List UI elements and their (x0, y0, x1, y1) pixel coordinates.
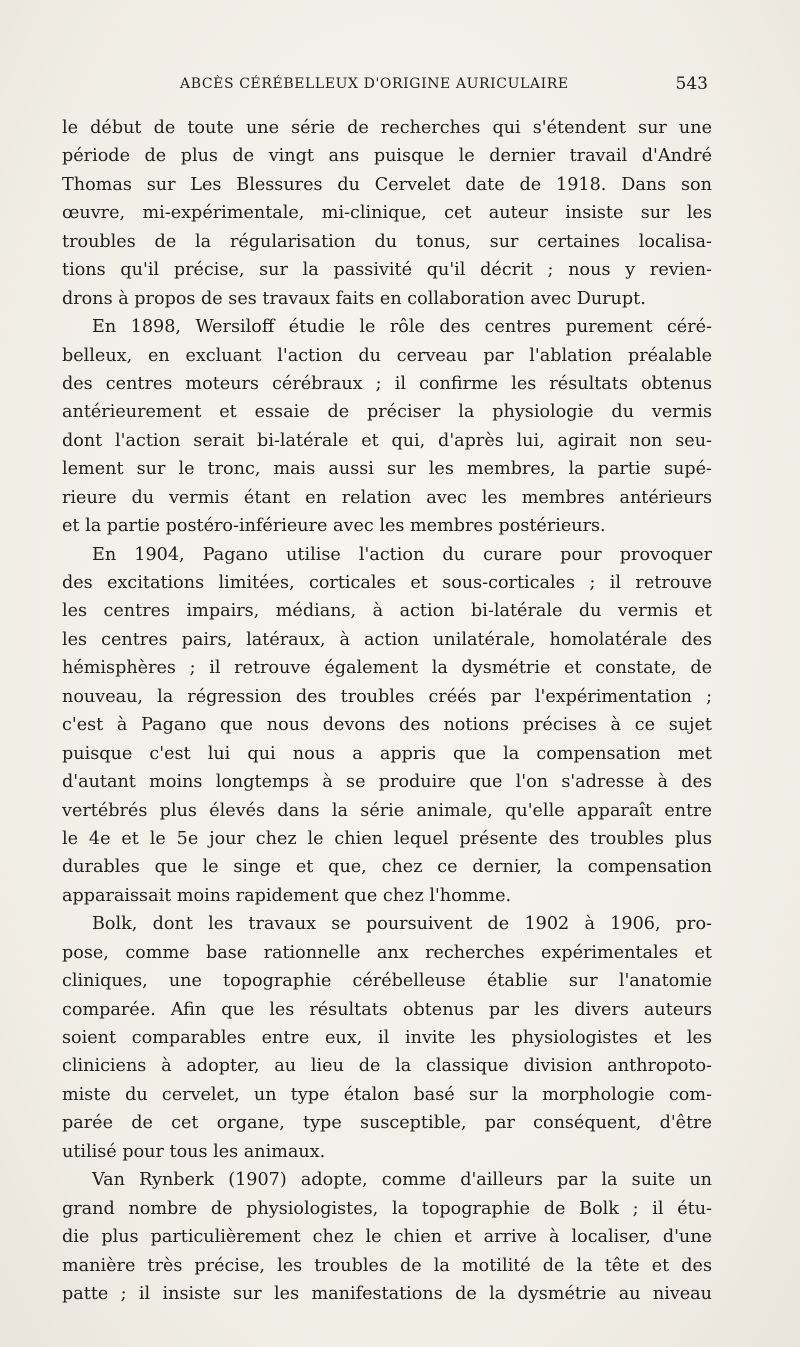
text-line: drons à propos de ses travaux faits en collaboration avec Durupt. (62, 288, 646, 309)
text-line: comparée. Afin que les résultats obtenus par les divers auteurs (62, 999, 712, 1020)
text-line: troubles de la régularisation du tonus, sur certaines localisa- (62, 231, 712, 252)
text-line: soient comparables entre eux, il invite les physiologistes et les (62, 1028, 712, 1048)
text-line: Bolk, dont les travaux se poursuivent de 1902 à 1906, pro- (92, 914, 712, 935)
text-line: des excitations limitées, corticales et sous-corticales ; il retrouve (62, 573, 712, 593)
text-line: des centres moteurs cérébraux ; il confirme les résultats obtenus (62, 373, 712, 394)
text-line: puisque c'est lui qui nous a appris que la compensation met (62, 743, 712, 764)
text-line: apparaissait moins rapidement que chez l'homme. (62, 885, 512, 906)
text-line: le 4e et le 5e jour chez le chien lequel présente des troubles plus (62, 828, 712, 849)
text-line: cliniques, une topographie cérébelleuse établie sur l'anatomie (62, 971, 712, 992)
text-line: le début de toute une série de recherches qui s'étendent sur une (62, 118, 712, 138)
text-line: vertébrés plus élevés dans la série animale, qu'elle apparaît entre (62, 800, 712, 821)
text-line: grand nombre de physiologistes, la topographie de Bolk ; il étu- (62, 1198, 712, 1219)
text-line: rieure du vermis étant en relation avec les membres antérieurs (62, 487, 712, 508)
text-line: les centres pairs, latéraux, à action unilatérale, homolatérale des (62, 629, 712, 650)
text-line: dont l'action serait bi-latérale et qui, d'après lui, agirait non seu- (62, 430, 712, 451)
text-line: œuvre, mi-expérimentale, mi-clinique, cet auteur insiste sur les (62, 203, 712, 224)
text-line: d'autant moins longtemps à se produire que l'on s'adresse à des (62, 772, 712, 793)
text-line: miste du cervelet, un type étalon basé sur la morphologie com- (62, 1084, 712, 1105)
page-header (62, 76, 712, 100)
text-line: période de plus de vingt ans puisque le dernier travail d'André (62, 146, 712, 167)
text-line: hémisphères ; il retrouve également la dysmétrie et constate, de (62, 658, 712, 679)
text-line: En 1904, Pagano utilise l'action du curare pour provoquer (92, 544, 712, 565)
text-line: utilisé pour tous les animaux. (62, 1141, 326, 1162)
text-line: les centres impairs, médians, à action bi-latérale du vermis et (62, 601, 712, 622)
text-line: patte ; il insiste sur les manifestations de la dysmétrie au niveau (62, 1283, 712, 1304)
text-line: Thomas sur Les Blessures du Cervelet date de 1918. Dans son (62, 174, 712, 195)
text-line: parée de cet organe, type susceptible, par conséquent, d'être (62, 1113, 712, 1134)
text-line: c'est à Pagano que nous devons des notions précises à ce sujet (62, 715, 712, 736)
text-line: lement sur le tronc, mais aussi sur les membres, la partie supé- (62, 459, 712, 480)
text-line: antérieurement et essaie de préciser la physiologie du vermis (62, 402, 712, 423)
body-text (62, 114, 712, 1308)
text-line: belleux, en excluant l'action du cerveau par l'ablation préalable (62, 345, 712, 366)
text-line: En 1898, Wersiloff étudie le rôle des centres purement céré- (92, 317, 712, 338)
text-line: pose, comme base rationnelle anx recherches expérimentales et (62, 942, 712, 963)
text-line: Van Rynberk (1907) adopte, comme d'ailleurs par la suite un (92, 1170, 712, 1191)
running-title: ABCÈS CÉRÉBELLEUX D'ORIGINE AURICULAIRE (180, 76, 569, 92)
text-line: nouveau, la régression des troubles créés par l'expérimentation ; (62, 686, 712, 707)
text-line: tions qu'il précise, sur la passivité qu'il décrit ; nous y revien- (62, 260, 712, 281)
text-line: cliniciens à adopter, au lieu de la classique division anthropoto- (62, 1056, 712, 1077)
text-line: durables que le singe et que, chez ce dernier, la compensation (62, 857, 712, 878)
text-line: die plus particulièrement chez le chien et arrive à localiser, d'une (62, 1227, 712, 1248)
page-number: 543 (675, 74, 708, 94)
text-line: et la partie postéro-inférieure avec les membres postérieurs. (62, 516, 606, 537)
text-line: manière très précise, les troubles de la motilité de la tête et des (62, 1255, 712, 1276)
